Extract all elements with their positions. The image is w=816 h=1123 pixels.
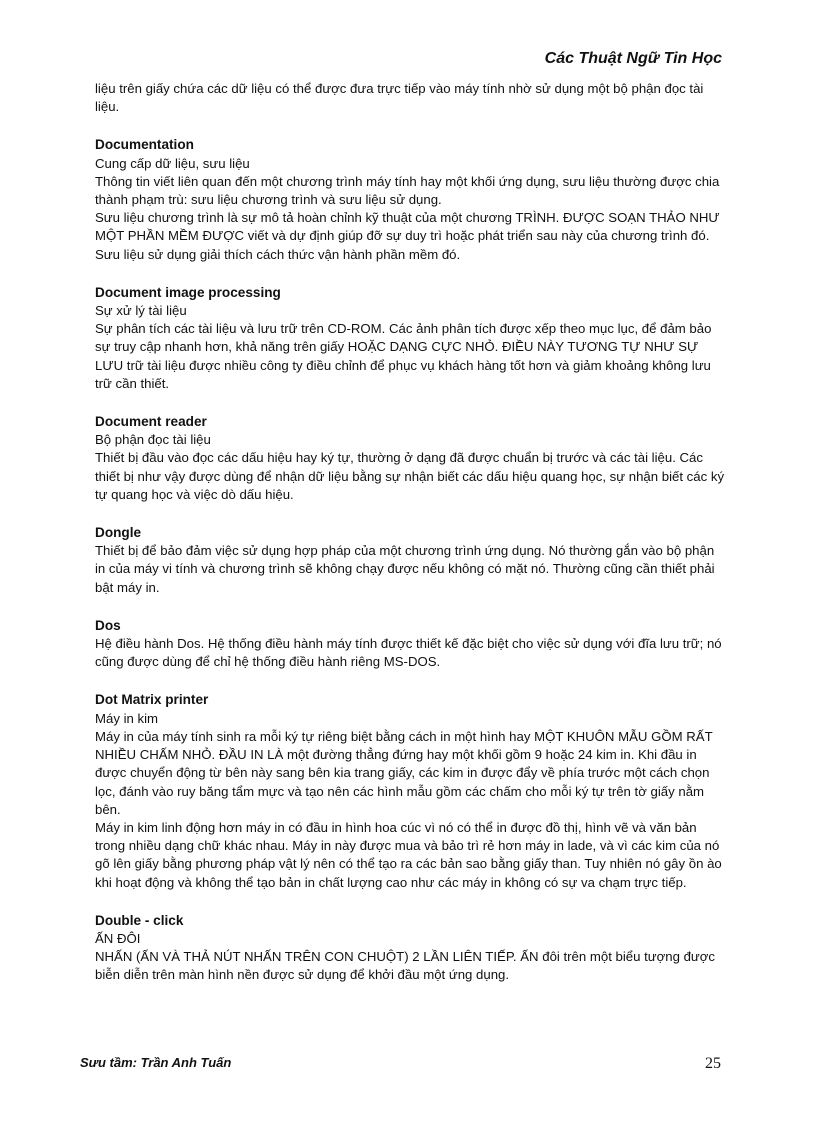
entry-line: Thông tin viết liên quan đến một chương trình máy tính hay một khối ứng dụng, sưu liệu thường được chia thành phạm trù: sưu liệu chương trình và sưu liệu sử dụng. bbox=[95, 173, 720, 208]
header-title: Các Thuật Ngữ Tin Học bbox=[544, 50, 722, 67]
entry-term: Documentation bbox=[95, 137, 194, 153]
entry-line: NHẤN (ẤN VÀ THẢ NÚT NHẤN TRÊN CON CHUỘT) 2 LẦN LIÊN TIẾP. ẤN đôi trên một biểu tượng được biễn diễn trên màn hình nền được sử dụng để khởi đầu một ứng dụng. bbox=[95, 949, 716, 983]
entry-term: Document image processing bbox=[95, 284, 281, 300]
intro-paragraph: liệu trên giấy chứa các dữ liệu có thể được đưa trực tiếp vào máy tính nhờ sử dụng một bộ phận đọc tài liệu. bbox=[95, 81, 704, 115]
page-number: 25 bbox=[705, 1055, 721, 1072]
entry-term: Dos bbox=[95, 617, 121, 633]
entry-document-reader bbox=[95, 413, 725, 504]
entry-term: Dot Matrix printer bbox=[95, 692, 209, 708]
entry-line: Sưu liệu chương trình là sự mô tả hoàn chỉnh kỹ thuật của một chương TRÌNH. ĐƯỢC SOẠN THẢO NHƯ MỘT PHẦN MỀM ĐƯỢC viết và dự định giúp đỡ sự duy trì hoặc phát triển sau này của chương trình đó. Sưu liệu sử dụng giải thích cách thức vận hành phần mềm đó. bbox=[95, 210, 720, 262]
entry-line: Sự xử lý tài liệu bbox=[95, 303, 187, 319]
footer-author: Sưu tầm: Trần Anh Tuấn bbox=[80, 1055, 232, 1070]
entry-documentation bbox=[95, 136, 725, 263]
entry-line: Máy in kim bbox=[95, 710, 159, 726]
entry-line: Bộ phận đọc tài liệu bbox=[95, 432, 211, 448]
entry-line: Máy in của máy tính sinh ra mỗi ký tự riêng biệt bằng cách in một hình hay MỘT KHUÔN MẪU GỒM RẤT NHIỀU CHẤM NHỎ. ĐẦU IN LÀ một đường thẳng đứng hay một khối gồm 9 hoặc 24 kim in. Khi đầu in được chuyển động từ bên này sang bên kia trang giấy, các kim in được đẩy về phía trước một cách chọn lọc, đánh vào ruy băng tẩm mực và tạo nên các hình mẫu gồm các chấm cho mỗi ký tự trên tờ giấy nằm bên. bbox=[95, 728, 713, 817]
page-content bbox=[95, 80, 725, 985]
entry-term: Double - click bbox=[95, 912, 184, 928]
entry-term: Document reader bbox=[95, 414, 207, 430]
entry-term: Dongle bbox=[95, 525, 142, 541]
entry-line: Thiết bị để bảo đảm việc sử dụng hợp pháp của một chương trình ứng dụng. Nó thường gắn vào bộ phận in của máy vi tính và chương trình sẽ không chạy được nếu không có mặt nó. Thường cũng cần thiết phải bật máy in. bbox=[95, 543, 715, 595]
entry-double-click bbox=[95, 912, 725, 985]
entry-line: Máy in kim linh động hơn máy in có đầu in hình hoa cúc vì nó có thể in được đồ thị, hình vẽ và văn bản trong nhiều dạng chữ khác nhau. Máy in này được mua và bảo trì rẻ hơn máy in lade, và vì các kim của nó gõ lên giấy bằng phương pháp vật lý nên có thể tạo ra các bản sao bằng giấy than. Tuy nhiên nó gây ồn ào khi hoạt động và không thể tạo bản in chất lượng cao như các máy in không có sự va chạm trực tiếp. bbox=[95, 819, 722, 890]
entry-line: Sự phân tích các tài liệu và lưu trữ trên CD-ROM. Các ảnh phân tích được xếp theo mục lục, để đảm bảo sự truy cập nhanh hơn, khả năng trên giấy HOẶC DẠNG CỰC NHỎ. ĐIỀU NÀY TƯƠNG TỰ NHƯ SỰ LƯU trữ tài liệu được nhiều công ty điều chỉnh để phục vụ khách hàng tốt hơn và giảm khoảng không lưu trữ cần thiết. bbox=[95, 321, 712, 391]
entry-line: Thiết bị đầu vào đọc các dấu hiệu hay ký tự, thường ở dạng đã được chuẩn bị trước và các tài liệu. Các thiết bị như vậy được dùng để nhận dữ liệu bằng sự nhận biết các dấu hiệu quang học, sự nhận biết các ký tự quang học và việc dò dấu hiệu. bbox=[95, 450, 725, 502]
entry-line: Cung cấp dữ liệu, sưu liệu bbox=[95, 155, 250, 171]
entry-document-image-processing bbox=[95, 284, 725, 393]
entry-line: Hệ điều hành Dos. Hệ thống điều hành máy tính được thiết kế đặc biệt cho việc sử dụng với đĩa lưu trữ; nó cũng được dùng để chỉ hệ thống điều hành riêng MS-DOS. bbox=[95, 636, 722, 670]
entry-dos bbox=[95, 617, 725, 672]
entry-dongle bbox=[95, 524, 725, 597]
entry-line: ẤN ĐÔI bbox=[95, 930, 141, 946]
entry-dot-matrix-printer bbox=[95, 691, 725, 891]
